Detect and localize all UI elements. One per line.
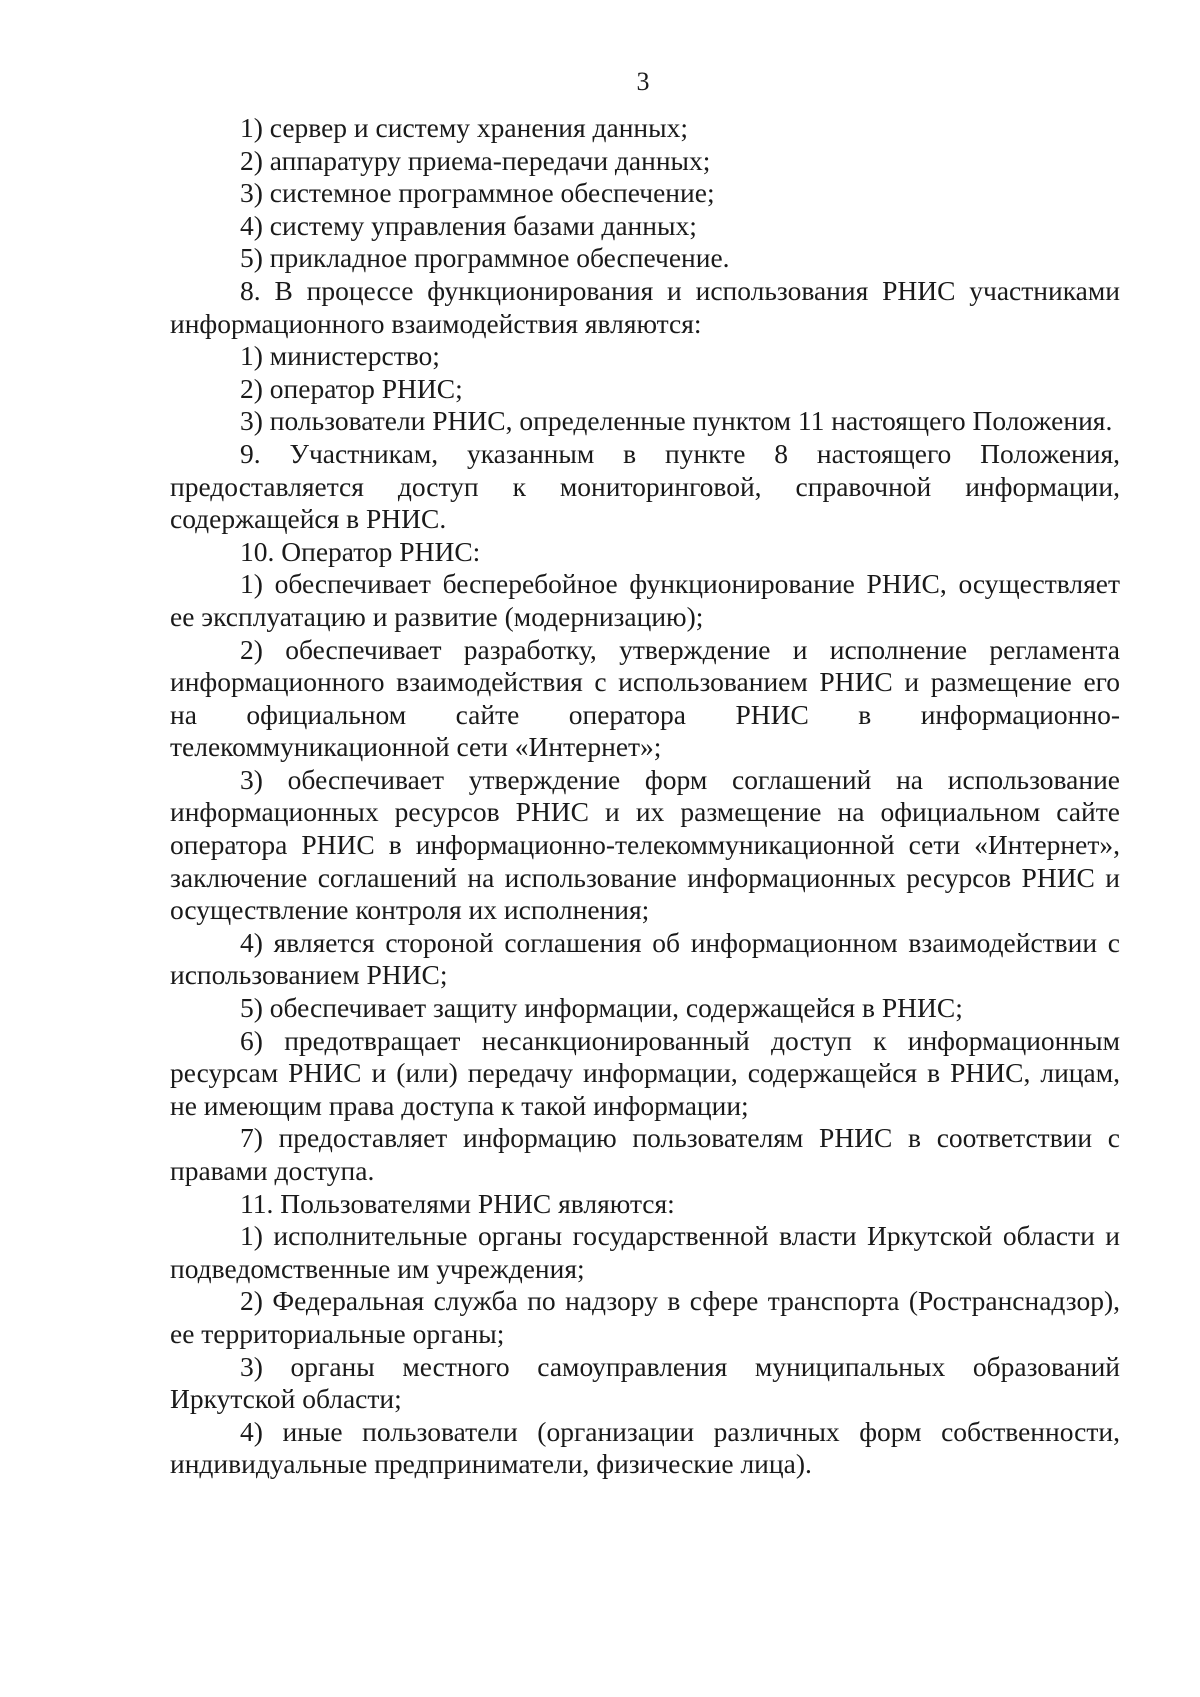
list-item: 1) министерство; <box>240 340 440 372</box>
list-item: 3) системное программное обеспечение; <box>240 177 715 209</box>
list-item: 3) обеспечивает утверждение форм соглашений на использование информационных ресурсов РНИС и их размещение на официальном сайте оператора РНИС в информационно-телекоммуникационной сети «Интернет», заключение соглашений на использование информационных ресурсов РНИС и осуществление контроля их исполнения; <box>170 763 1120 926</box>
list-item: 5) прикладное программное обеспечение. <box>240 242 730 274</box>
list-item: 6) предотвращает несанкционированный доступ к информационным ресурсам РНИС и (или) передачу информации, содержащейся в РНИС, лицам, не имеющим права доступа к такой информации; <box>170 1024 1120 1121</box>
list-item: 3) пользователи РНИС, определенные пунктом 11 настоящего Положения. <box>240 405 1113 437</box>
list-item: 2) оператор РНИС; <box>240 372 463 404</box>
list-item: 2) аппаратуру приема-передачи данных; <box>240 144 711 176</box>
section-paragraph: 11. Пользователями РНИС являются: <box>240 1187 675 1219</box>
page-number: 3 <box>636 67 650 96</box>
list-item: 3) органы местного самоуправления муниципальных образований Иркутской области; <box>170 1350 1120 1415</box>
list-item: 2) Федеральная служба по надзору в сфере транспорта (Ространснадзор), ее территориальные органы; <box>170 1285 1120 1349</box>
list-item: 5) обеспечивает защиту информации, содержащейся в РНИС; <box>240 992 963 1024</box>
list-item: 4) иные пользователи (организации различных форм собственности, индивидуальные предприниматели, физические лица). <box>170 1415 1120 1480</box>
list-item: 1) сервер и систему хранения данных; <box>240 112 688 143</box>
section-paragraph: 8. В процессе функционирования и использования РНИС участниками информационного взаимодействия являются: <box>170 274 1120 339</box>
section-paragraph: 10. Оператор РНИС: <box>240 535 481 567</box>
document-body <box>170 112 1120 1481</box>
list-item: 2) обеспечивает разработку, утверждение и исполнение регламента информационного взаимодействия с использованием РНИС и размещение его на официальном сайте оператора РНИС в информационно-телекоммуникационной сети «Интернет»; <box>170 633 1120 763</box>
list-item: 4) является стороной соглашения об информационном взаимодействии с использованием РНИС; <box>170 926 1120 991</box>
list-item: 1) исполнительные органы государственной власти Иркутской области и подведомственные им учреждения; <box>170 1220 1120 1284</box>
list-item: 7) предоставляет информацию пользователям РНИС в соответствии с правами доступа. <box>170 1122 1120 1186</box>
list-item: 1) обеспечивает бесперебойное функционирование РНИС, осуществляет ее эксплуатацию и развитие (модернизацию); <box>170 568 1120 632</box>
list-item: 4) систему управления базами данных; <box>240 209 697 241</box>
section-paragraph: 9. Участникам, указанным в пункте 8 настоящего Положения, предоставляется доступ к мониторинговой, справочной информации, содержащейся в РНИС. <box>170 437 1120 535</box>
